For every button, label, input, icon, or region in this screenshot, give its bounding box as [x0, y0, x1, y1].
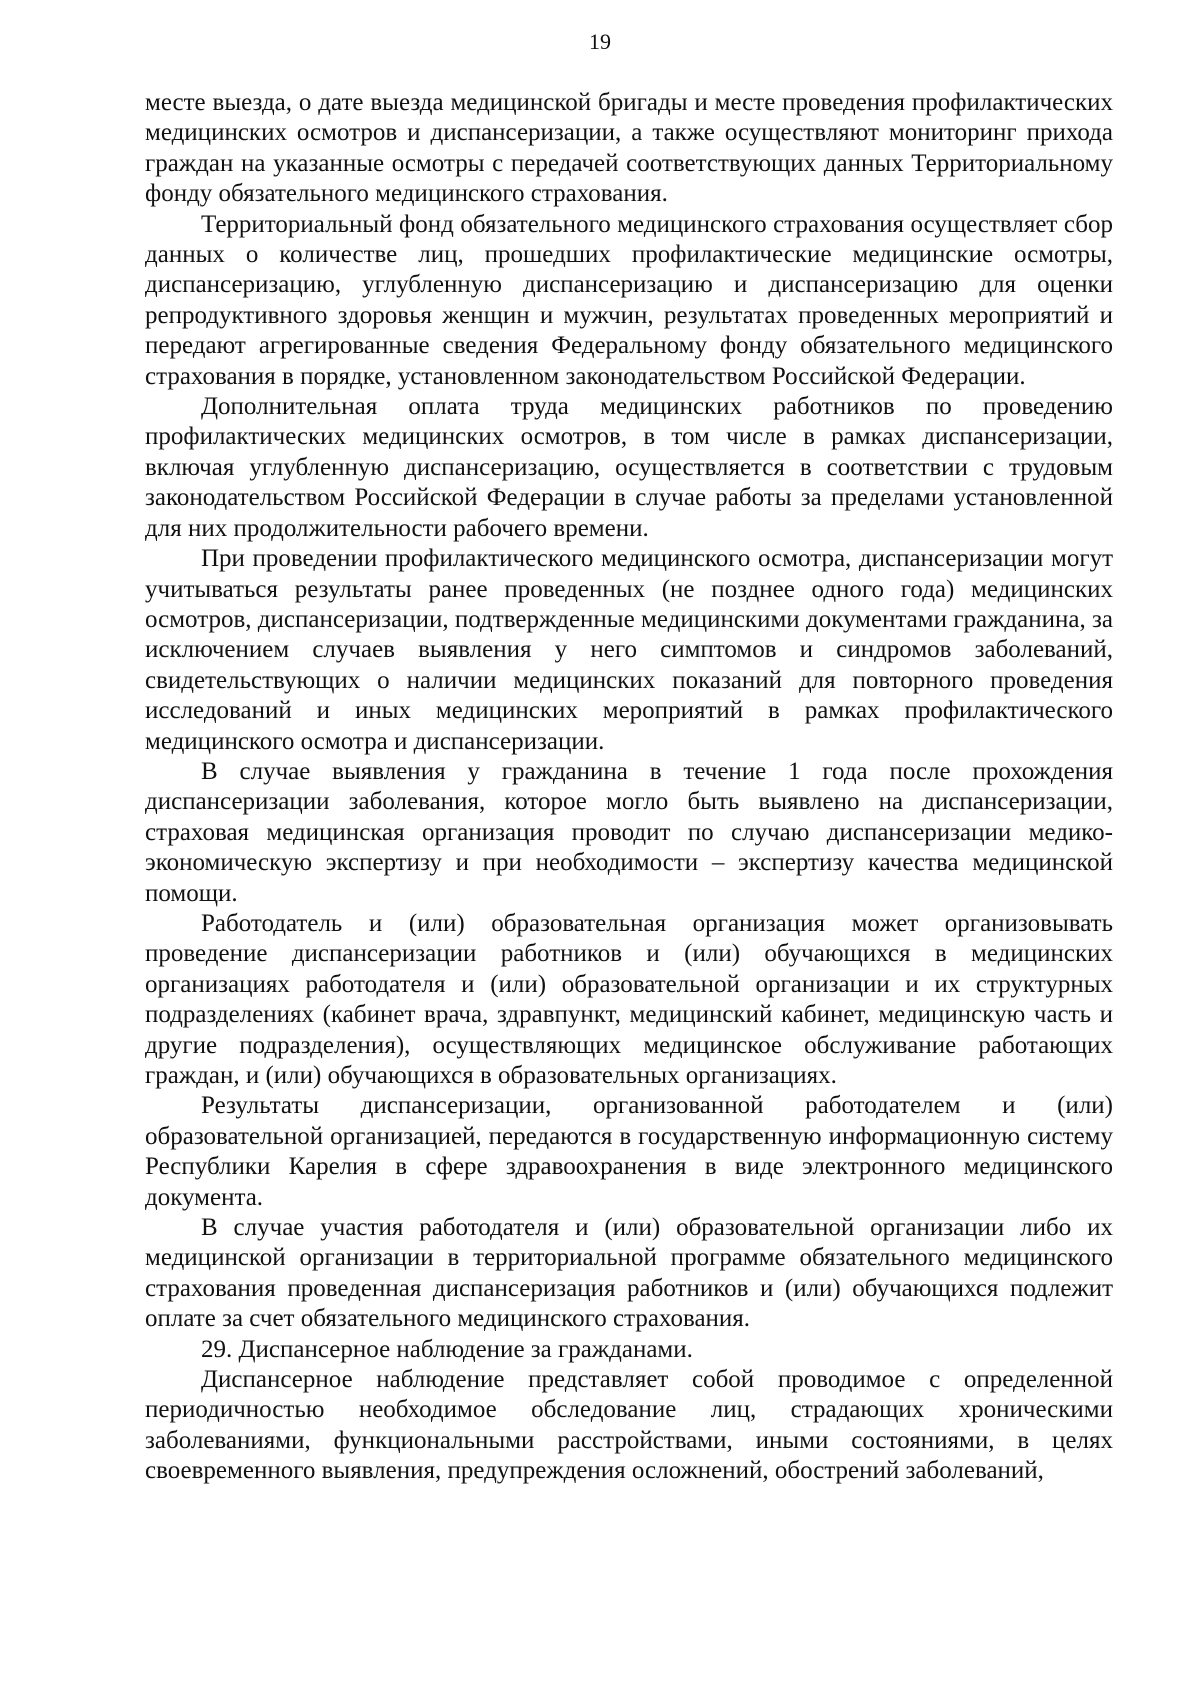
- section-heading-29: 29. Диспансерное наблюдение за гражданами.: [201, 1335, 693, 1363]
- paragraph-payment-participation: В случае участия работодателя и (или) образовательной организации либо их медицинской организации в территориальной программе обязательного медицинского страхования проведенная диспансеризация работников и (или) обучающихся подлежит оплате за счет обязательного медицинского страхования.: [145, 1214, 1113, 1333]
- paragraph-dispensary-observation: Диспансерное наблюдение представляет собой проводимое с определенной периодичностью необходимое обследование лиц, страдающих хроническими заболеваниями, функциональными расстройствами, иными состояниями, в целях своевременного выявления, предупреждения осложнений, обострений заболеваний,: [145, 1366, 1113, 1485]
- page-number: 19: [589, 29, 611, 54]
- paragraph-previous-results: При проведении профилактического медицинского осмотра, диспансеризации могут учитываться результаты ранее проведенных (не позднее одного года) медицинских осмотров, диспансеризации, подтвержденные медицинскими документами гражданина, за исключением случаев выявления у него симптомов и синдромов заболеваний, свидетельствующих о наличии медицинских показаний для повторного проведения исследований и иных медицинских мероприятий в рамках профилактического медицинского осмотра и диспансеризации.: [145, 545, 1113, 755]
- document-body: [145, 88, 1113, 1487]
- paragraph-additional-payment: Дополнительная оплата труда медицинских работников по проведению профилактических медицинских осмотров, в том числе в рамках диспансеризации, включая углубленную диспансеризацию, осуществляется в соответствии с трудовым законодательством Российской Федерации в случае работы за пределами установленной для них продолжительности рабочего времени.: [145, 393, 1113, 542]
- paragraph-employer-organization: Работодатель и (или) образовательная организация может организовывать проведение диспансеризации работников и (или) обучающихся в медицинских организациях работодателя и (или) образовательной организации и их структурных подразделениях (кабинет врача, здравпункт, медицинский кабинет, медицинскую часть и другие подразделения), осуществляющих медицинское обслуживание работающих граждан, и (или) обучающихся в образовательных организациях.: [145, 909, 1113, 1089]
- paragraph-tfoms-data-collection: Территориальный фонд обязательного медицинского страхования осуществляет сбор данных о количестве лиц, прошедших профилактические медицинские осмотры, диспансеризацию, углубленную диспансеризацию и диспансеризацию для оценки репродуктивного здоровья женщин и мужчин, результатах проведенных мероприятий и передают агрегированные сведения Федеральному фонду обязательного медицинского страхования в порядке, установленном законодательством Российской Федерации.: [145, 210, 1113, 390]
- paragraph-continuation: месте выезда, о дате выезда медицинской бригады и месте проведения профилактических медицинских осмотров и диспансеризации, а также осуществляют мониторинг прихода граждан на указанные осмотры с передачей соответствующих данных Территориальному фонду обязательного медицинского страхования.: [145, 89, 1113, 208]
- paragraph-results-transfer: Результаты диспансеризации, организованной работодателем и (или) образовательной организацией, передаются в государственную информационную систему Республики Карелия в сфере здравоохранения в виде электронного медицинского документа.: [145, 1092, 1113, 1211]
- paragraph-expertise: В случае выявления у гражданина в течение 1 года после прохождения диспансеризации заболевания, которое могло быть выявлено на диспансеризации, страховая медицинская организация проводит по случаю диспансеризации медико-экономическую экспертизу и при необходимости – экспертизу качества медицинской помощи.: [145, 757, 1113, 907]
